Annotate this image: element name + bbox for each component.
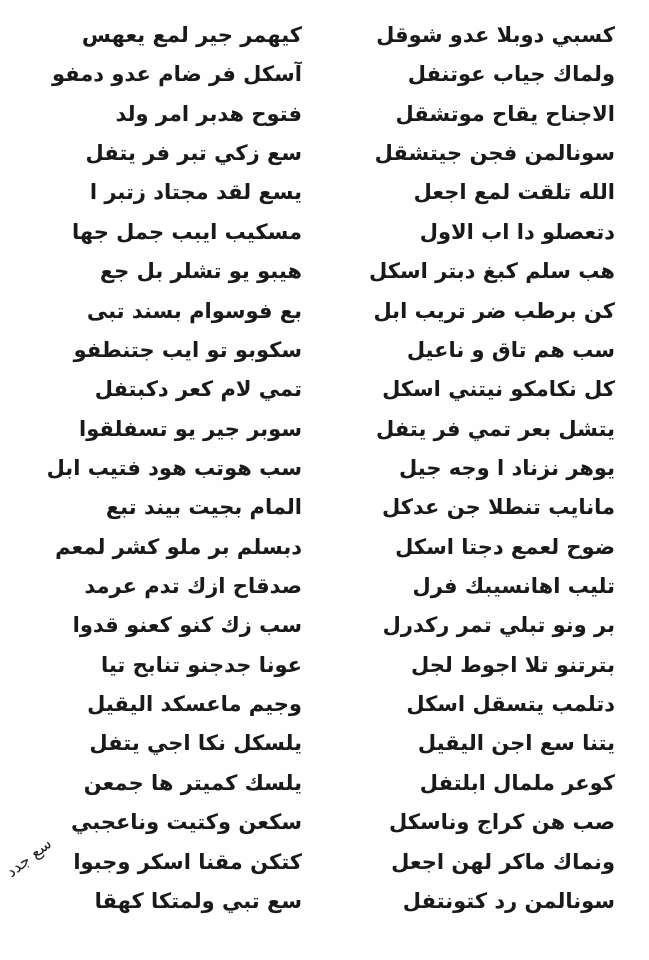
left-hemistich: دتلمب يتسقل اسكل (406, 692, 615, 717)
margin-page-note: سع جدد (2, 833, 56, 881)
right-hemistich: المام بجيت بيند تبع (105, 495, 302, 520)
left-hemistich: ولماك جياب عوتنفل (407, 62, 615, 87)
verse-line (40, 372, 615, 406)
verse-line (40, 97, 615, 131)
verse-line (40, 608, 615, 642)
right-hemistich: كيهمر جير لمع يعهس (81, 23, 302, 47)
left-hemistich: تليب اهانسيبك فرل (412, 574, 615, 599)
verse-line (40, 884, 615, 918)
left-hemistich: الله تلقت لمع اجعل (413, 180, 615, 205)
right-hemistich: سع تبي ولمتكا كهقا (94, 888, 302, 913)
left-hemistich: الاجناح يقاح موتشقل (395, 101, 615, 126)
verse-line (40, 333, 615, 367)
verse-line (40, 530, 615, 564)
right-hemistich: دبسلم بر ملو كشر لمعم (55, 534, 302, 559)
verse-line (40, 726, 615, 760)
verse-line (40, 766, 615, 800)
right-hemistich: يسع لقد مجتاد زتبر ا (89, 180, 302, 205)
verse-line (40, 175, 615, 209)
left-hemistich: ونماك ماكر لهن اجعل (391, 849, 615, 874)
poem-text (40, 18, 615, 918)
right-hemistich: فتوح هدبر امر ولد (115, 101, 302, 126)
left-hemistich: يوهر نزناد ا وجه جيل (399, 455, 615, 480)
verse-line (40, 569, 615, 603)
verse-line (40, 57, 615, 91)
right-hemistich: مسكيب ايبب جمل جها (71, 219, 302, 244)
verse-line (40, 490, 615, 524)
right-hemistich: كتكن مقنا اسكر وجبوا (73, 849, 302, 874)
right-hemistich: سع زكي تبر فر يتفل (85, 141, 302, 166)
right-hemistich: صدقاح ازك تدم عرمد (84, 574, 302, 599)
verse-line (40, 451, 615, 485)
right-hemistich: يلسكل نكا اجي يتفل (89, 731, 302, 756)
right-hemistich: بع فوسوام بسند تبى (86, 298, 302, 323)
left-hemistich: سونالمن فجن جيتشقل (374, 141, 615, 166)
left-hemistich: سب هم تاق و ناعيل (406, 337, 615, 362)
right-hemistich: سكعن وكتيت وناعجبي (71, 810, 302, 835)
left-hemistich: بترتنو تلا اجوط لجل (411, 652, 615, 677)
left-hemistich: مانايب تنطلا جن عدكل (381, 495, 615, 520)
right-hemistich: وجيم ماعسكد اليقيل (87, 692, 302, 717)
right-hemistich: سوبر جير يو تسفلقوا (79, 416, 302, 441)
verse-line (40, 215, 615, 249)
left-hemistich: سونالمن رد كتونتفل (402, 888, 615, 913)
right-hemistich: يلسك كميتر ها جمعن (83, 770, 302, 795)
verse-line (40, 805, 615, 839)
verse-line (40, 18, 615, 52)
left-hemistich: كن برطب ضر تريب ابل (373, 298, 615, 323)
verse-line (40, 136, 615, 170)
right-hemistich: سكوبو تو ايب جتنطفو (73, 337, 302, 362)
right-hemistich: عونا جدجنو تنابح تيا (100, 652, 302, 677)
right-hemistich: تمي لام كعر دكبتفل (94, 377, 302, 402)
left-hemistich: هب سلم كبغ دبتر اسكل (369, 259, 615, 284)
right-hemistich: آسكل فر ضام عدو دمفو (51, 62, 302, 87)
verse-line (40, 412, 615, 446)
left-hemistich: دتعصلو دا اب الاول (419, 219, 615, 244)
left-hemistich: بر ونو تبلي تمر ركدرل (382, 613, 615, 638)
left-hemistich: كل نكامكو نيتني اسكل (382, 377, 615, 402)
right-hemistich: هيبو يو تشلر بل جع (99, 259, 302, 284)
verse-line (40, 687, 615, 721)
right-hemistich: سب هوتب هود فتيب ابل (46, 455, 302, 480)
left-hemistich: كسبي دوبلا عدو شوقل (376, 23, 615, 47)
right-hemistich: سب زك كنو كعنو قدوا (72, 613, 302, 638)
verse-line (40, 845, 615, 879)
left-hemistich: يتشل بعر تمي فر يتفل (376, 416, 615, 441)
left-hemistich: ضوح لعمع دجتا اسكل (395, 534, 615, 559)
left-hemistich: كوعر ملمال ابلتفل (419, 770, 615, 795)
verse-line (40, 294, 615, 328)
verse-line (40, 648, 615, 682)
left-hemistich: صب هن كراج وناسكل (389, 810, 615, 835)
verse-line (40, 254, 615, 288)
left-hemistich: يتنا سع اجن اليقيل (417, 731, 615, 756)
